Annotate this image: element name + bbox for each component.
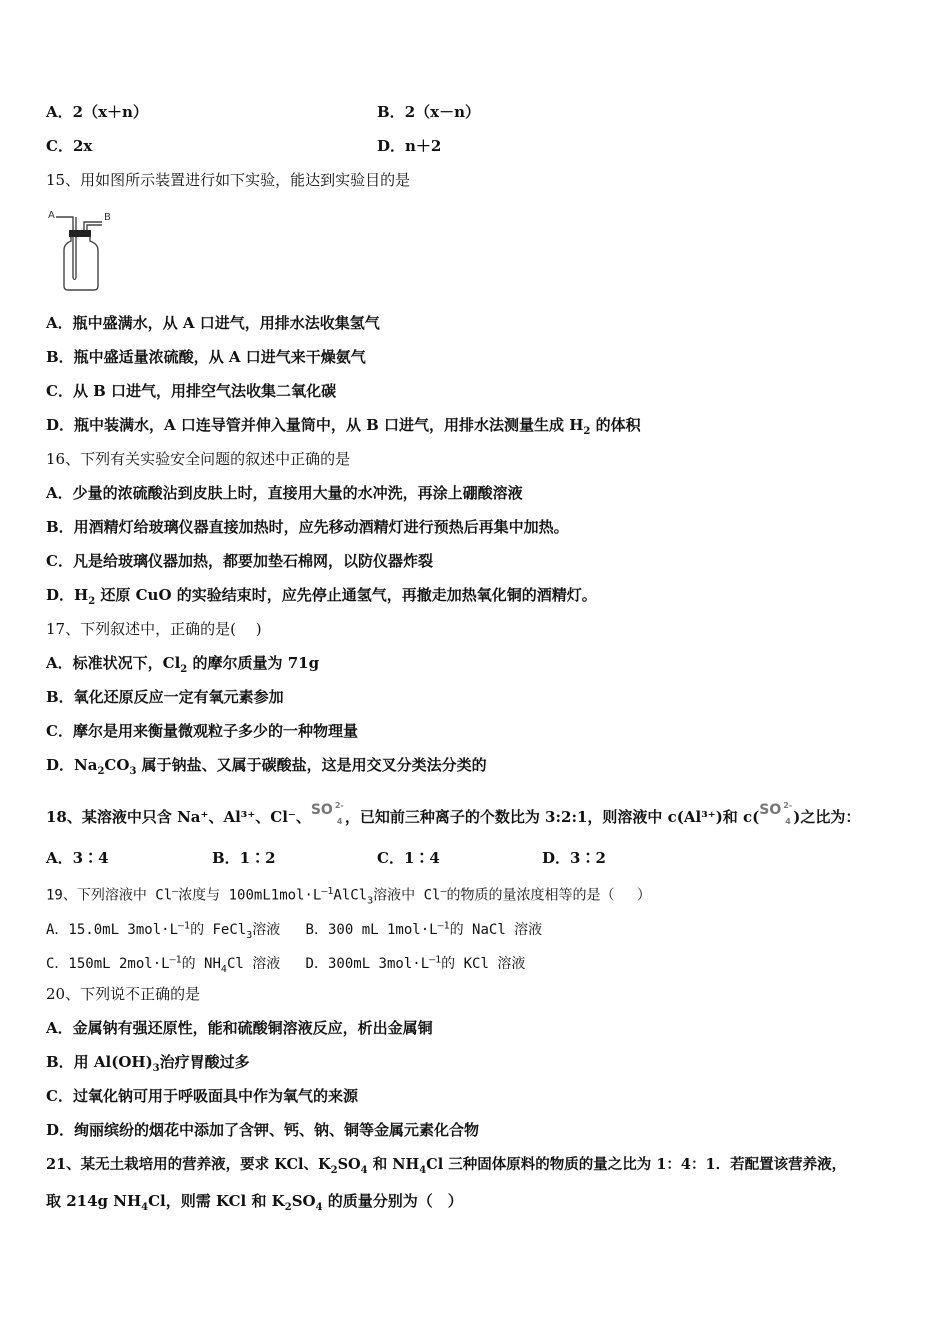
q19-option-a: A．15.0mL $3mol\cdot L^{—1}$的 FeCl$_3$溶液	[46, 920, 281, 941]
q20-option-a: A．金属钠有强还原性，能和硫酸铜溶液反应，析出金属铜	[46, 1019, 433, 1037]
q20-stem: 20、下列说不正确的是	[46, 985, 201, 1003]
q18-option-a: A．3∶4	[46, 849, 109, 867]
q16-option-d: D．$H_2$ 还原 CuO 的实验结束时，应先停止通氢气，再撤走加热氧化铜的酒精灯。	[46, 586, 597, 607]
q17-stem: 17、下列叙述中，正确的是( )	[46, 620, 262, 638]
q16-stem: 16、下列有关实验安全问题的叙述中正确的是	[46, 450, 351, 468]
q18-option-b: B．1∶2	[212, 849, 276, 867]
q15-stem: 15、用如图所示装置进行如下实验，能达到实验目的是	[46, 171, 411, 189]
q14-option-c: C．2x	[46, 137, 93, 155]
q17-option-d: D．$Na_2CO_3$ 属于钠盐、又属于碳酸盐，这是用交叉分类法分类的	[46, 756, 487, 777]
q21-stem-line2: 取 214g $NH_4Cl$，则需 KCl 和 $K_2SO_4$ 的质量分别为（ ）	[46, 1192, 463, 1213]
q15-option-b: B．瓶中盛适量浓硫酸，从 A 口进气来干燥氨气	[46, 348, 366, 366]
q17-option-c: C．摩尔是用来衡量微观粒子多少的一种物理量	[46, 722, 358, 740]
q14-option-a: A．2（x＋n）	[46, 103, 148, 121]
q18-option-d: D．3∶2	[542, 849, 606, 867]
q19-option-b: B．300 mL $1mol\cdot L^{—1}$的 NaCl 溶液	[305, 920, 543, 938]
q20-option-d: D．绚丽缤纷的烟花中添加了含钾、钙、钠、铜等金属元素化合物	[46, 1121, 480, 1139]
q17-option-b: B．氧化还原反应一定有氧元素参加	[46, 688, 284, 706]
q19-option-d: D．300mL $3mol\cdot L^{—1}$的 KCl 溶液	[305, 954, 526, 972]
q16-option-b: B．用酒精灯给玻璃仪器直接加热时，应先移动酒精灯进行预热后再集中加热。	[46, 518, 569, 536]
q14-option-b: B．2（x－n）	[377, 103, 480, 121]
sulfate-ion-icon: SO 2- 4	[310, 801, 344, 826]
gas-bottle-apparatus-icon	[46, 208, 116, 292]
apparatus-label-a: A	[48, 210, 55, 221]
q19-option-c: C．150mL $2mol\cdot L^{—1}$的 $NH_4Cl$ 溶液	[46, 954, 281, 975]
apparatus-label-b: B	[104, 212, 111, 223]
q15-option-c: C．从 B 口进气，用排空气法收集二氧化碳	[46, 382, 337, 400]
q21-stem-line1: 21、某无土栽培用的营养液，要求 KCl、$K_2SO_4$ 和 $NH_4Cl$ 三种固体原料的物质的量之比为 1：4：1．若配置该营养液，	[46, 1156, 847, 1176]
q16-option-c: C．凡是给玻璃仪器加热，都要加垫石棉网，以防仪器炸裂	[46, 552, 433, 570]
q19-options-cd	[46, 950, 525, 979]
q18-stem: 18、某溶液中只含 Na⁺、Al³⁺、Cl⁻、 SO 2- 4 ，已知前三种离子的个数比为 3:2:1，则溶液中 c(Al³⁺)和 c( SO 2- 4 )之比为：	[46, 801, 861, 826]
q19-stem: 19、下列溶液中 Cl—浓度与 $100mL1mol\cdot L^{—1}AlCl_3$溶液中 Cl—的物质的量浓度相等的是（ ）	[46, 886, 651, 907]
q15-option-d: D．瓶中装满水，A 口连导管并伸入量筒中，从 B 口进气，用排水法测量生成 $H_2$ 的体积	[46, 416, 641, 437]
q20-option-b: B．用 $Al(OH)_3$治疗胃酸过多	[46, 1053, 250, 1074]
q14-option-d: D．n＋2	[377, 137, 442, 155]
q20-option-c: C．过氧化钠可用于呼吸面具中作为氧气的来源	[46, 1087, 358, 1105]
q18-option-c: C．1∶4	[377, 849, 440, 867]
sulfate-ion-icon: SO 2- 4	[759, 801, 793, 826]
q19-options-ab	[46, 916, 542, 945]
q17-option-a: A．标准状况下，$Cl_2$ 的摩尔质量为 71g	[46, 654, 320, 675]
q15-option-a: A．瓶中盛满水，从 A 口进气，用排水法收集氢气	[46, 314, 380, 332]
q16-option-a: A．少量的浓硫酸沾到皮肤上时，直接用大量的水冲洗，再涂上硼酸溶液	[46, 484, 523, 502]
